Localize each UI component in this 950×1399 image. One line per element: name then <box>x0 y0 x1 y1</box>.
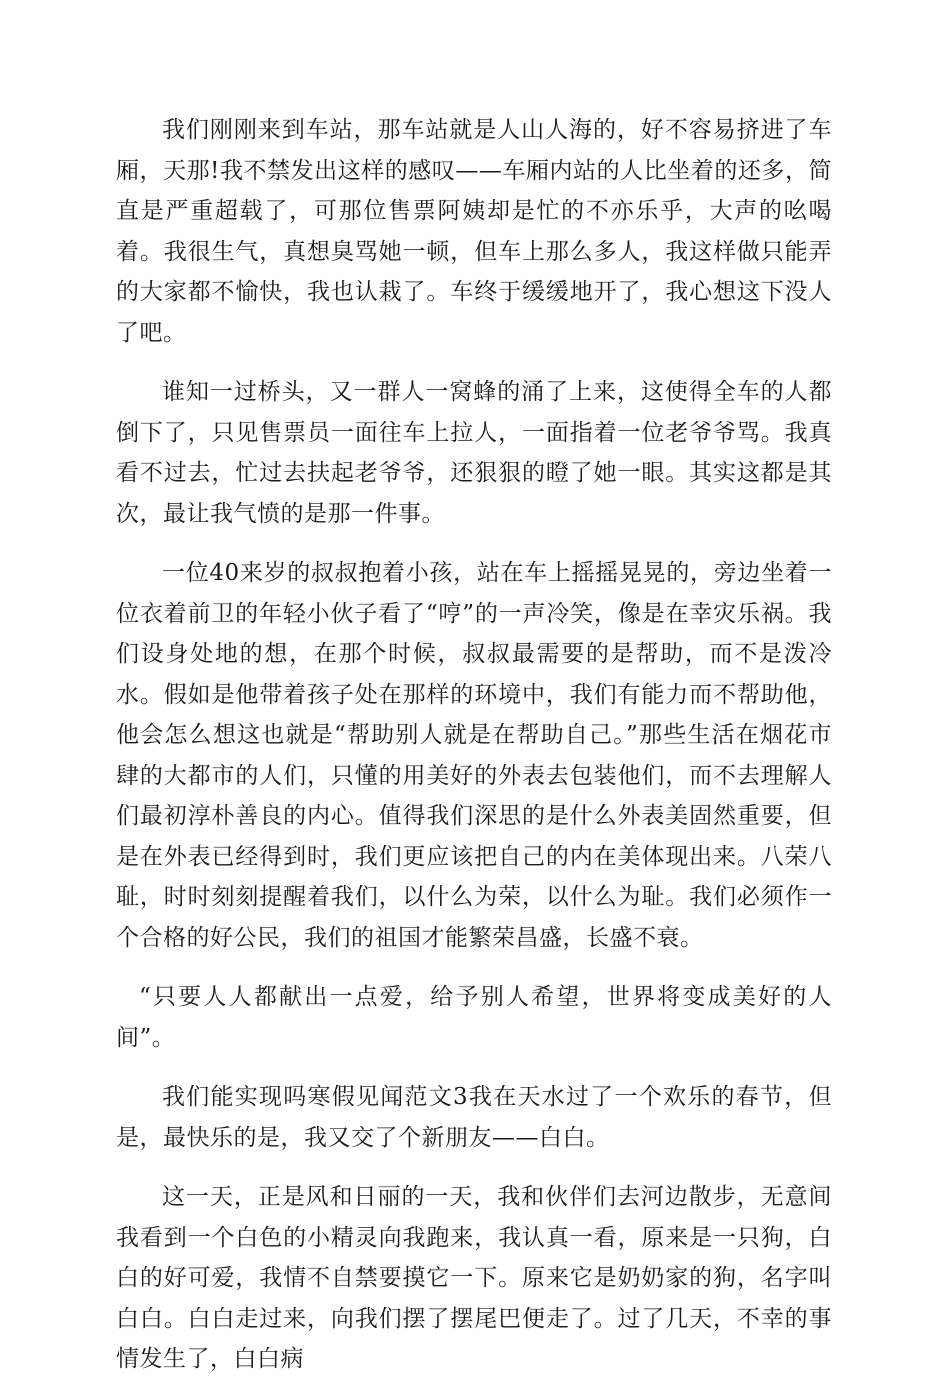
paragraph-uncle: 一位40来岁的叔叔抱着小孩，站在车上摇摇晃晃的，旁边坐着一位衣着前卫的年轻小伙子看了“哼”的一声冷笑，像是在幸灾乐祸。我们设身处地的想，在那个时候，叔叔最需要的是帮助，而不是泼冷水。假如是他带着孩子处在那样的环境中，我们有能力而不帮助他，他会怎么想这也就是“帮助别人就是在帮助自己。”那些生活在烟花市肆的大都市的人们，只懂的用美好的外表去包装他们，而不去理解人们最初淳朴善良的内心。值得我们深思的是什么外表美固然重要，但是在外表已经得到时，我们更应该把自己的内在美体现出来。八荣八耻，时时刻刻提醒着我们，以什么为荣，以什么为耻。我们必须作一个合格的好公民，我们的祖国才能繁荣昌盛，长盛不衰。 <box>116 560 832 951</box>
paragraph-baibai: 这一天，正是风和日丽的一天，我和伙伴们去河边散步，无意间我看到一个白色的小精灵向我跑来，我认真一看，原来是一只狗，白白的好可爱，我情不自禁要摸它一下。原来它是奶奶家的狗，名字叫白白。白白走过来，向我们摆了摆尾巴便走了。过了几天，不幸的事情发生了，白白病 <box>116 1184 832 1372</box>
document-page <box>116 110 832 1399</box>
paragraph-new-friend: 我们能实现吗寒假见闻范文3我在天水过了一个欢乐的春节，但是，最快乐的是，我又交了个新朋友——白白。 <box>116 1084 832 1151</box>
paragraph-bridge: 谁知一过桥头，又一群人一窝蜂的涌了上来，这使得全车的人都倒下了，只见售票员一面往车上拉人，一面指着一位老爷爷骂。我真看不过去，忙过去扶起老爷爷，还狠狠的瞪了她一眼。其实这都是其次，最让我气愤的是那一件事。 <box>116 379 832 527</box>
paragraph-quote: “只要人人都献出一点爱，给予别人希望，世界将变成美好的人间”。 <box>116 984 832 1051</box>
paragraph-station: 我们刚刚来到车站，那车站就是人山人海的，好不容易挤进了车厢，天那!我不禁发出这样的感叹——车厢内站的人比坐着的还多，简直是严重超载了，可那位售票阿姨却是忙的不亦乐乎，大声的吆喝着。我很生气，真想臭骂她一顿，但车上那么多人，我这样做只能弄的大家都不愉快，我也认栽了。车终于缓缓地开了，我心想这下没人了吧。 <box>116 117 832 346</box>
